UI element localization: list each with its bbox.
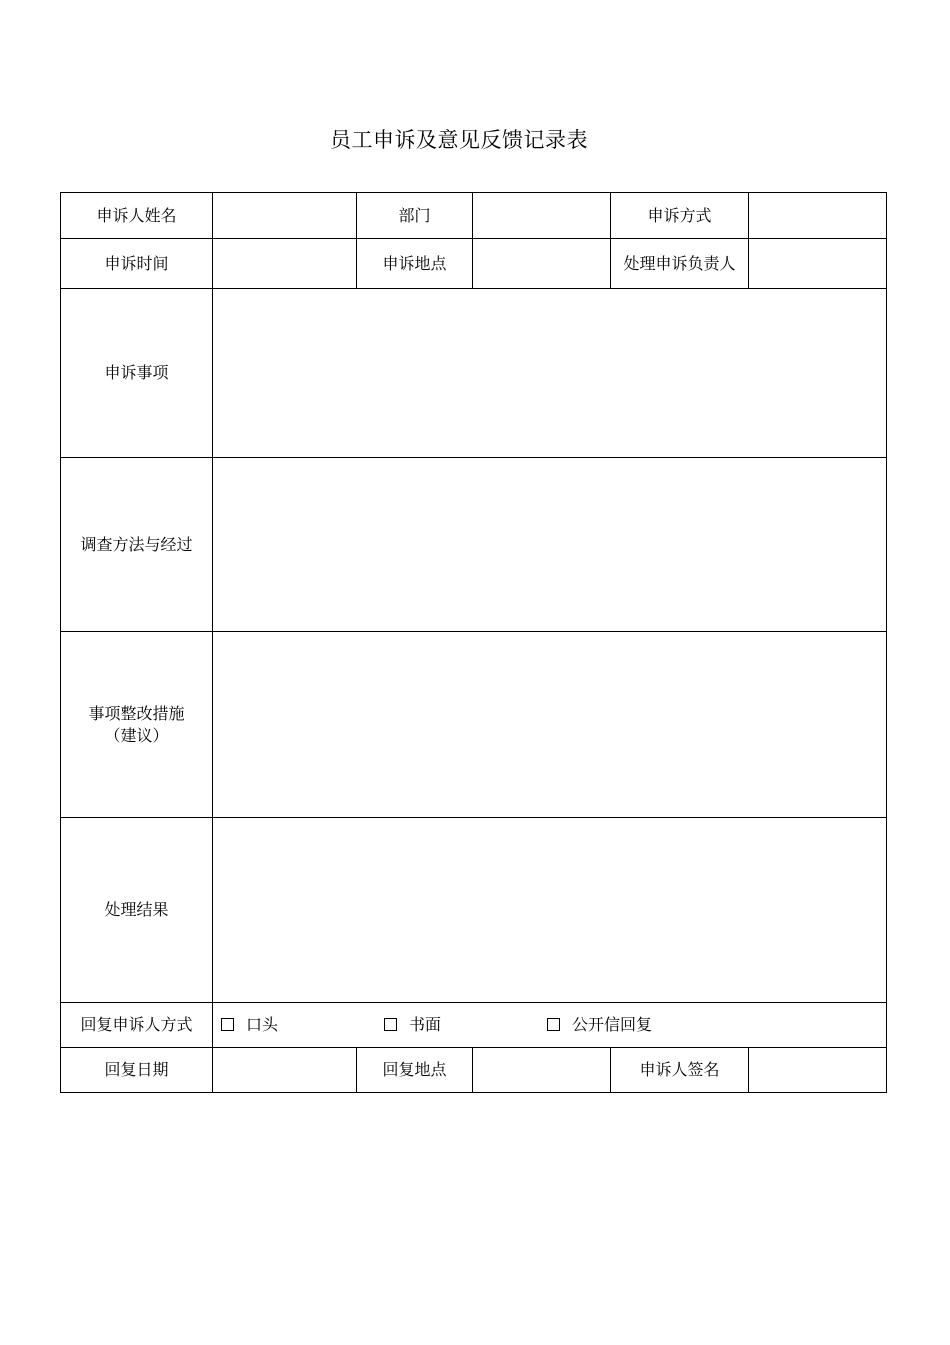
reply-option-label: 书面 [409, 1015, 442, 1035]
department-field[interactable] [473, 193, 611, 239]
reply-date-label: 回复日期 [61, 1048, 213, 1093]
reply-method-label: 回复申诉人方式 [61, 1003, 213, 1048]
complaint-place-field[interactable] [473, 239, 611, 289]
complaint-form-table [60, 192, 887, 1093]
table-row [61, 239, 887, 289]
complaint-method-field[interactable] [749, 193, 887, 239]
handler-label: 处理申诉负责人 [611, 239, 749, 289]
reply-option-open-letter[interactable] [547, 1014, 652, 1036]
reply-option-verbal[interactable] [221, 1014, 384, 1036]
table-row [61, 632, 887, 818]
complaint-time-label: 申诉时间 [61, 239, 213, 289]
reply-method-options [213, 1003, 887, 1048]
rectification-field[interactable] [213, 632, 887, 818]
complaint-method-label: 申诉方式 [611, 193, 749, 239]
reply-place-label: 回复地点 [357, 1048, 473, 1093]
reply-option-written[interactable] [384, 1014, 547, 1036]
reply-date-field[interactable] [213, 1048, 357, 1093]
reply-option-label: 口头 [246, 1015, 279, 1035]
handler-field[interactable] [749, 239, 887, 289]
complainant-name-field[interactable] [213, 193, 357, 239]
table-row [61, 193, 887, 239]
complaint-matter-field[interactable] [213, 289, 887, 458]
reply-place-field[interactable] [473, 1048, 611, 1093]
complaint-time-field[interactable] [213, 239, 357, 289]
result-label: 处理结果 [61, 818, 213, 1003]
result-field[interactable] [213, 818, 887, 1003]
checkbox-icon[interactable] [547, 1018, 560, 1031]
investigation-label: 调查方法与经过 [61, 458, 213, 632]
checkbox-icon[interactable] [221, 1018, 234, 1031]
complainant-name-label: 申诉人姓名 [61, 193, 213, 239]
complaint-matter-label: 申诉事项 [61, 289, 213, 458]
complaint-place-label: 申诉地点 [357, 239, 473, 289]
page-title: 员工申诉及意见反馈记录表 [330, 128, 588, 152]
checkbox-icon[interactable] [384, 1018, 397, 1031]
table-row [61, 818, 887, 1003]
department-label: 部门 [357, 193, 473, 239]
table-row [61, 289, 887, 458]
table-row [61, 1003, 887, 1048]
reply-option-label: 公开信回复 [572, 1015, 653, 1035]
table-row [61, 1048, 887, 1093]
investigation-field[interactable] [213, 458, 887, 632]
rectification-label [61, 632, 213, 818]
complainant-signature-field[interactable] [749, 1048, 887, 1093]
complainant-signature-label: 申诉人签名 [611, 1048, 749, 1093]
table-row [61, 458, 887, 632]
rectification-label-line1: 事项整改措施 [88, 703, 185, 723]
rectification-label-line2: （建议） [104, 725, 169, 745]
